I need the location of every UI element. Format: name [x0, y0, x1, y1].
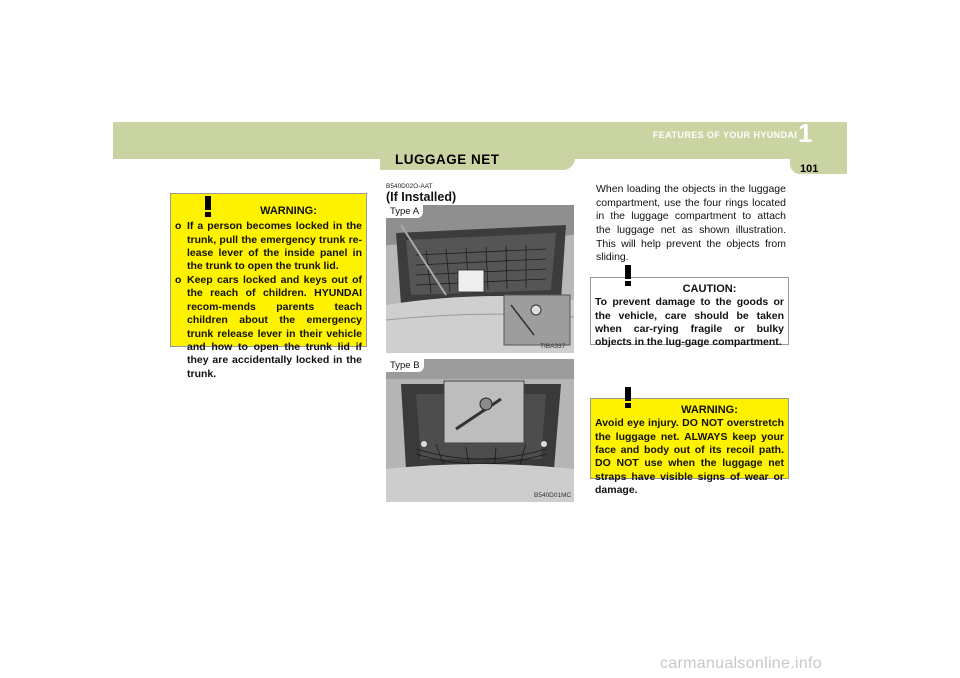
caution-title: CAUTION:: [682, 283, 737, 295]
caution-text: To prevent damage to the goods or the vehicle, care should be taken when car-rying fragile or bulky objects in the lug-gage compartment.: [595, 296, 784, 349]
list-item: o If a person becomes locked in the trunk, pull the emergency trunk re-lease lever of the inside panel in the trunk to open the trunk lid.: [175, 220, 362, 273]
type-b-label: Type B: [386, 359, 424, 372]
luggage-net-photo-type-b: [386, 359, 574, 502]
warning-box-net: [590, 398, 789, 497]
watermark: carmanualsonline.info: [660, 655, 822, 672]
type-a-label: Type A: [386, 205, 423, 218]
warning-title: WARNING:: [681, 404, 738, 416]
warning-text: Avoid eye injury. DO NOT overstretch the luggage net. ALWAYS keep your face and body out of its recoil path. DO NOT use when the luggage net straps have visible signs of wear or damage.: [595, 417, 784, 497]
warning-list: [171, 220, 366, 381]
photo-a-code: TIBA337: [540, 343, 566, 350]
page-number: 101: [800, 163, 819, 175]
section-code: B540D02O-AAT: [386, 183, 433, 190]
exclamation-icon: [621, 387, 635, 409]
chapter-number: 1: [798, 118, 813, 148]
caution-box: [590, 277, 789, 349]
luggage-net-description: When loading the objects in the luggage compartment, use the four rings located in the luggage compartment to attach the luggage net as shown illustration. This will help prevent the objects from sliding.: [596, 183, 786, 264]
exclamation-icon: [201, 196, 215, 218]
page-title: LUGGAGE NET: [395, 152, 500, 167]
page-number-tab: [790, 152, 847, 174]
warning-title: WARNING:: [260, 205, 317, 217]
section-label: FEATURES OF YOUR HYUNDAI: [653, 130, 798, 140]
list-item: o Keep cars locked and keys out of the reach of children. HYUNDAI recom-mends parents teach children about the emergency trunk release lever in their vehicle and how to open the trunk lid if they are accidentally locked in the trunk.: [175, 273, 362, 380]
installed-label: (If Installed): [386, 190, 457, 204]
warning-box-trunk: [170, 193, 367, 380]
exclamation-icon: [621, 265, 635, 287]
luggage-net-photo-type-a: [386, 205, 574, 353]
photo-b-code: B540D01MC: [534, 492, 572, 499]
